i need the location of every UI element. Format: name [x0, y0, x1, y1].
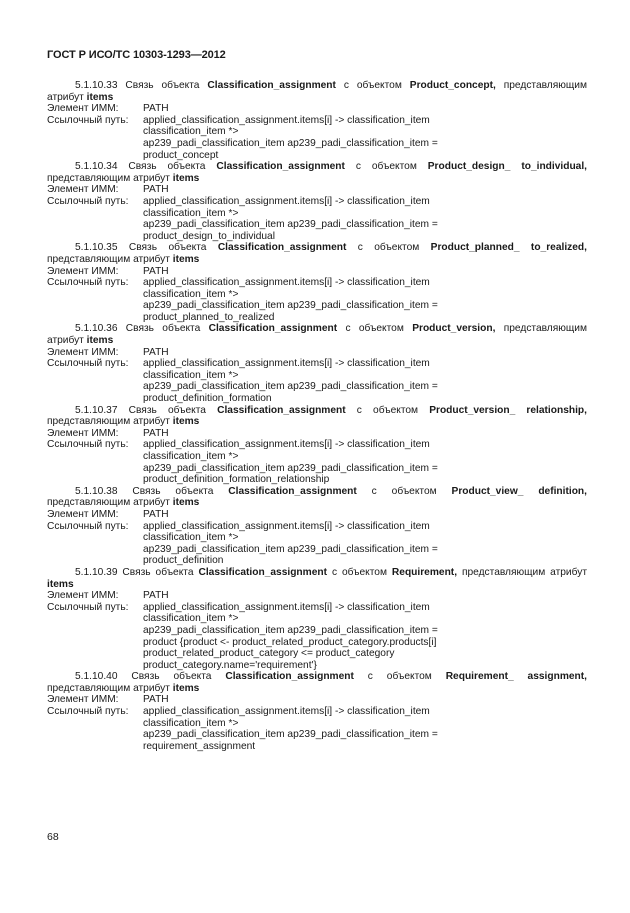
- ref-path-line: classification_item *>: [143, 451, 239, 462]
- ref-path-label: Ссылочный путь:: [47, 706, 129, 718]
- ref-path-line: product_concept: [143, 149, 219, 161]
- ref-path-line: classification_item *>: [143, 126, 239, 138]
- mapping-section: [47, 161, 587, 242]
- ref-path-row: [47, 196, 587, 208]
- ref-path-line: product_category.name='requirement'}: [143, 659, 317, 671]
- element-value: PATH: [143, 346, 169, 358]
- mapping-section: [47, 242, 587, 323]
- element-label: Элемент ИММ:: [47, 694, 119, 706]
- element-value: PATH: [143, 265, 169, 277]
- ref-path-line: classification_item *>: [143, 288, 239, 300]
- element-label: Элемент ИММ:: [47, 265, 119, 277]
- ref-path-line: product_planned_to_realized: [143, 311, 275, 323]
- ref-path-line: ap239_padi_classification_item ap239_padi_classification_item =: [143, 381, 438, 393]
- mapping-section: [47, 486, 587, 567]
- section-heading: 5.1.10.36 Связь объекта Classification_assignment с объектом Product_version, представляющим атрибут items: [47, 323, 587, 347]
- mapping-section: [47, 323, 587, 404]
- ref-path-line: product_design_to_individual: [143, 230, 275, 242]
- ref-path-label: Ссылочный путь:: [47, 439, 129, 451]
- ref-path-label: Ссылочный путь:: [47, 277, 129, 289]
- element-value: PATH: [143, 590, 169, 602]
- ref-path-continuation: [47, 451, 587, 486]
- element-row: [47, 509, 587, 521]
- element-label: Элемент ИММ:: [47, 508, 119, 520]
- ref-path-label: Ссылочный путь:: [47, 114, 129, 126]
- element-value: PATH: [143, 184, 169, 196]
- ref-path-label: Ссылочный путь:: [47, 358, 129, 370]
- ref-path-row: [47, 277, 587, 289]
- element-value: PATH: [143, 427, 169, 439]
- ref-path-continuation: [47, 289, 587, 324]
- ref-path-continuation: [47, 208, 587, 243]
- mapping-section: [47, 80, 587, 161]
- mapping-section: [47, 405, 587, 486]
- ref-path-first-line: applied_classification_assignment.items[i] -> classification_item: [143, 706, 430, 718]
- ref-path-line: classification_item *>: [143, 613, 239, 625]
- ref-path-continuation: [47, 126, 587, 161]
- section-heading: 5.1.10.39 Связь объекта Classification_assignment с объектом Requirement, представляющим атрибут items: [47, 566, 587, 590]
- element-label: Элемент ИММ:: [47, 346, 119, 358]
- document-header: ГОСТ Р ИСО/ТС 10303-1293—2012: [47, 49, 226, 61]
- ref-path-line: ap239_padi_classification_item ap239_padi_classification_item =: [143, 543, 438, 555]
- section-heading: 5.1.10.37 Связь объекта Classification_assignment с объектом Product_version_ relationship, представляющим атрибут items: [47, 404, 587, 428]
- ref-path-line: product_related_product_category <= product_category: [143, 648, 395, 660]
- mapping-section: [47, 671, 587, 752]
- ref-path-line: product {product <- product_related_product_category.products[i]: [143, 636, 437, 648]
- ref-path-label: Ссылочный путь:: [47, 520, 129, 532]
- ref-path-first-line: applied_classification_assignment.items[i] -> classification_item: [143, 358, 430, 370]
- ref-path-first-line: applied_classification_assignment.items[i] -> classification_item: [143, 439, 430, 451]
- ref-path-first-line: applied_classification_assignment.items[i] -> classification_item: [143, 601, 430, 613]
- ref-path-line: product_definition: [143, 555, 224, 567]
- element-value: PATH: [143, 103, 169, 115]
- section-heading: 5.1.10.40 Связь объекта Classification_assignment с объектом Requirement_ assignment, представляющим атрибут items: [47, 671, 587, 694]
- element-row: [47, 184, 587, 196]
- element-row: [47, 103, 587, 115]
- ref-path-row: [47, 115, 587, 127]
- element-row: [47, 590, 587, 602]
- element-label: Элемент ИММ:: [47, 184, 119, 196]
- element-label: Элемент ИММ:: [47, 103, 119, 115]
- ref-path-first-line: applied_classification_assignment.items[i] -> classification_item: [143, 520, 430, 532]
- element-row: [47, 266, 587, 278]
- ref-path-line: classification_item *>: [143, 532, 239, 544]
- ref-path-line: ap239_padi_classification_item ap239_padi_classification_item =: [143, 300, 438, 312]
- ref-path-row: [47, 439, 587, 451]
- element-row: [47, 428, 587, 440]
- element-value: PATH: [143, 694, 169, 706]
- ref-path-row: [47, 602, 587, 614]
- ref-path-continuation: [47, 370, 587, 405]
- document-body: [47, 80, 587, 752]
- ref-path-first-line: applied_classification_assignment.items[i] -> classification_item: [143, 114, 430, 126]
- section-heading: 5.1.10.33 Связь объекта Classification_assignment с объектом Product_concept, представляющим атрибут items: [47, 80, 587, 103]
- ref-path-line: classification_item *>: [143, 717, 239, 729]
- ref-path-line: ap239_padi_classification_item ap239_padi_classification_item =: [143, 624, 438, 636]
- ref-path-continuation: [47, 718, 587, 753]
- ref-path-row: [47, 358, 587, 370]
- ref-path-label: Ссылочный путь:: [47, 195, 129, 207]
- ref-path-continuation: [47, 613, 587, 671]
- section-heading: 5.1.10.34 Связь объекта Classification_assignment с объектом Product_design_ to_individual, представляющим атрибут items: [47, 161, 587, 184]
- ref-path-first-line: applied_classification_assignment.items[i] -> classification_item: [143, 195, 430, 207]
- element-row: [47, 347, 587, 359]
- ref-path-line: product_definition_formation: [143, 393, 272, 405]
- ref-path-line: product_definition_formation_relationship: [143, 474, 330, 486]
- section-heading: 5.1.10.38 Связь объекта Classification_assignment с объектом Product_view_ definition, представляющим атрибут items: [47, 485, 587, 509]
- ref-path-label: Ссылочный путь:: [47, 601, 129, 613]
- ref-path-row: [47, 706, 587, 718]
- ref-path-row: [47, 521, 587, 533]
- ref-path-line: classification_item *>: [143, 207, 239, 219]
- element-label: Элемент ИММ:: [47, 427, 119, 439]
- ref-path-line: ap239_padi_classification_item ap239_padi_classification_item =: [143, 729, 438, 741]
- ref-path-first-line: applied_classification_assignment.items[i] -> classification_item: [143, 277, 430, 289]
- mapping-section: [47, 567, 587, 671]
- page-number: 68: [47, 831, 59, 843]
- element-value: PATH: [143, 508, 169, 520]
- ref-path-line: requirement_assignment: [143, 740, 256, 752]
- element-label: Элемент ИММ:: [47, 590, 119, 602]
- sections-list: [47, 80, 587, 752]
- ref-path-line: ap239_padi_classification_item ap239_padi_classification_item =: [143, 137, 438, 149]
- ref-path-line: ap239_padi_classification_item ap239_padi_classification_item =: [143, 219, 438, 231]
- ref-path-line: ap239_padi_classification_item ap239_padi_classification_item =: [143, 462, 438, 474]
- element-row: [47, 694, 587, 706]
- ref-path-continuation: [47, 532, 587, 567]
- section-heading: 5.1.10.35 Связь объекта Classification_assignment с объектом Product_planned_ to_realized, представляющим атрибут items: [47, 242, 587, 265]
- ref-path-line: classification_item *>: [143, 369, 239, 381]
